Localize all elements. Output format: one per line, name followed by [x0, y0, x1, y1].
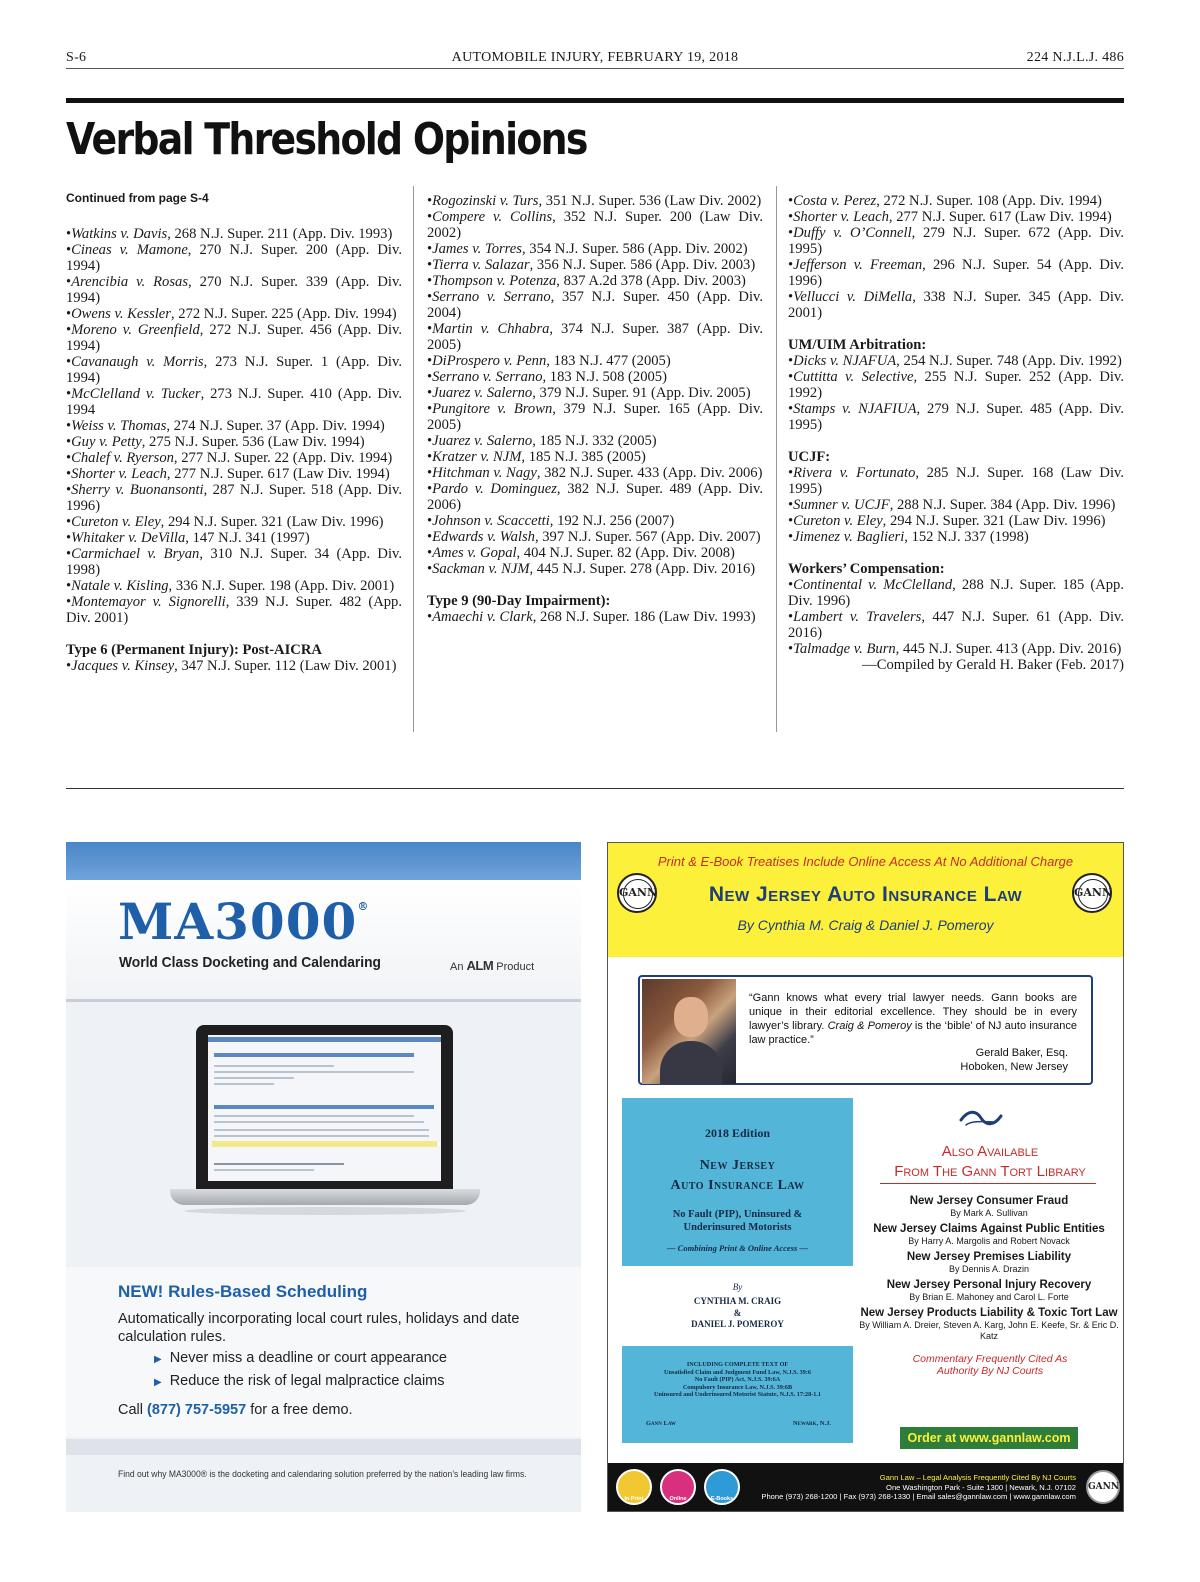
library-book-title: New Jersey Products Liability & Toxic Tort Law: [860, 1307, 1118, 1319]
case-reporter-cite: , 273 N.J. Super. 410 (App. Div. 1994: [66, 386, 402, 418]
case-citation: •Watkins v. Davis, 268 N.J. Super. 211 (App. Div. 1993): [66, 226, 393, 242]
case-citation: •Edwards v. Walsh, 397 N.J. Super. 567 (App. Div. 2007): [427, 529, 761, 545]
case-name: DiProspero v. Penn: [432, 353, 547, 369]
ma-tagline: World Class Docketing and Calendaring: [119, 954, 381, 971]
case-reporter-cite: , 152 N.J. 337 (1998): [904, 529, 1029, 545]
case-citation: •Rivera v. Fortunato, 285 N.J. Super. 168 (Law Div. 1995): [788, 465, 1124, 497]
case-name: Moreno v. Greenfield: [71, 322, 200, 338]
book-cover-title: New Jersey Auto Insurance Law: [670, 1158, 805, 1193]
case-name: Martin v. Chhabra: [432, 321, 550, 337]
ma-bullet: ▶ Reduce the risk of legal malpractice claims: [154, 1373, 445, 1389]
case-name: Cineas v. Mamone: [71, 242, 188, 258]
case-citation: •Sackman v. NJM, 445 N.J. Super. 278 (App. Div. 2016): [427, 561, 756, 577]
case-reporter-cite: , 277 N.J. Super. 617 (Law Div. 1994): [888, 209, 1112, 225]
case-reporter-cite: , 837 A.2d 378 (App. Div. 2003): [556, 273, 746, 289]
laptop-illustration: [196, 1025, 453, 1189]
ma-phone-link[interactable]: (877) 757-5957: [147, 1402, 247, 1418]
case-citation: •Amaechi v. Clark, 268 N.J. Super. 186 (Law Div. 1993): [427, 609, 756, 625]
case-name: Cureton v. Eley: [793, 513, 883, 529]
testimonial-signature: Gerald Baker, Esq. Hoboken, New Jersey: [960, 1047, 1068, 1073]
section-heading: UCJF:: [788, 449, 831, 465]
library-book-author: By Brian E. Mahoney and Carol L. Forte: [909, 1292, 1069, 1302]
continued-note: Continued from page S-4: [66, 191, 209, 205]
case-reporter-cite: , 277 N.J. Super. 617 (Law Div. 1994): [166, 466, 390, 482]
case-reporter-cite: , 351 N.J. Super. 536 (Law Div. 2002): [538, 193, 762, 209]
book-cover-authors: CYNTHIA M. CRAIG & DANIEL J. POMEROY: [691, 1296, 784, 1329]
case-name: Hitchman v. Nagy: [432, 465, 537, 481]
case-reporter-cite: , 287 N.J. Super. 518 (App. Div. 1996): [66, 482, 403, 514]
case-citation: •Cuttitta v. Selective, 255 N.J. Super. 252 (App. Div. 1992): [788, 369, 1124, 401]
case-reporter-cite: , 336 N.J. Super. 198 (App. Div. 2001): [168, 578, 395, 594]
gann-contact-info: Gann Law – Legal Analysis Frequently Cited By NJ Courts One Washington Park - Suite 1300 | Newark, N.J. 07102 Phone (973) 268-1200 | Fax (973) 268-1330 | Email sales@gannlaw.com | www.gannlaw.com: [761, 1473, 1076, 1501]
column-2: [427, 193, 763, 625]
swash-ornament-icon: [958, 1108, 1004, 1130]
gann-book-authors: By Cynthia M. Craig & Daniel J. Pomeroy: [737, 917, 994, 933]
case-reporter-cite: , 270 N.J. Super. 339 (App. Div. 1994): [66, 274, 402, 306]
library-book-author: By William A. Dreier, Steven A. Karg, John E. Keefe, Sr. & Eric D. Katz: [859, 1320, 1119, 1341]
case-name: Edwards v. Walsh: [432, 529, 535, 545]
case-citation: •Montemayor v. Signorelli, 339 N.J. Super. 482 (App. Div. 2001): [66, 594, 403, 626]
case-reporter-cite: , 273 N.J. Super. 1 (App. Div. 1994): [66, 354, 402, 386]
compiled-credit: —Compiled by Gerald H. Baker (Feb. 2017): [862, 657, 1124, 673]
case-citation: •Hitchman v. Nagy, 382 N.J. Super. 433 (App. Div. 2006): [427, 465, 763, 481]
case-reporter-cite: , 277 N.J. Super. 22 (App. Div. 1994): [173, 450, 393, 466]
book-edition: 2018 Edition: [704, 1126, 770, 1140]
online-format-icon: Online: [660, 1469, 696, 1505]
case-citation: •McClelland v. Tucker, 273 N.J. Super. 410 (App. Div. 1994: [66, 386, 402, 418]
case-name: Duffy v. O’Connell: [793, 225, 912, 241]
case-list-type9: [427, 609, 763, 625]
triangle-bullet-icon: ▶: [154, 1354, 162, 1365]
running-header: [66, 48, 1124, 69]
case-reporter-cite: , 310 N.J. Super. 34 (App. Div. 1998): [66, 546, 402, 578]
case-name: Pardo v. Dominguez: [432, 481, 557, 497]
case-reporter-cite: , 294 N.J. Super. 321 (Law Div. 1996): [882, 513, 1106, 529]
laptop-shadow: [184, 1207, 466, 1215]
case-name: Costa v. Perez: [793, 193, 877, 209]
section-heading: UM/UIM Arbitration:: [788, 337, 927, 353]
case-citation: •Ames v. Gopal, 404 N.J. Super. 82 (App. Div. 2008): [427, 545, 735, 561]
case-citation: •Chalef v. Ryerson, 277 N.J. Super. 22 (App. Div. 1994): [66, 450, 393, 466]
case-citation: •Lambert v. Travelers, 447 N.J. Super. 61 (App. Div. 2016): [788, 609, 1124, 641]
case-reporter-cite: , 268 N.J. Super. 211 (App. Div. 1993): [167, 226, 393, 242]
case-citation: •Pungitore v. Brown, 379 N.J. Super. 165 (App. Div. 2005): [427, 401, 763, 433]
case-name: Kratzer v. NJM: [432, 449, 522, 465]
gann-footer-seal: GANN: [1086, 1470, 1120, 1504]
case-reporter-cite: , 288 N.J. Super. 384 (App. Div. 1996): [889, 497, 1116, 513]
case-name: Watkins v. Davis: [71, 226, 168, 242]
case-citation: •Owens v. Kessler, 272 N.J. Super. 225 (App. Div. 1994): [66, 306, 397, 322]
gann-seal-left: GANN: [617, 873, 657, 913]
case-reporter-cite: , 347 N.J. Super. 112 (Law Div. 2001): [174, 658, 397, 674]
case-citation: •Cavanaugh v. Morris, 273 N.J. Super. 1 (App. Div. 1994): [66, 354, 402, 386]
journal-citation: 224 N.J.L.J. 486: [1026, 50, 1124, 65]
case-citation: •Sumner v. UCJF, 288 N.J. Super. 384 (App. Div. 1996): [788, 497, 1116, 513]
case-citation: •Costa v. Perez, 272 N.J. Super. 108 (App. Div. 1994): [788, 193, 1102, 209]
case-reporter-cite: , 275 N.J. Super. 536 (Law Div. 1994): [141, 434, 365, 450]
case-citation: •Tierra v. Salazar, 356 N.J. Super. 586 (App. Div. 2003): [427, 257, 756, 273]
case-citation: •Arencibia v. Rosas, 270 N.J. Super. 339 (App. Div. 1994): [66, 274, 402, 306]
book-cover-subtitle: No Fault (PIP), Uninsured & Underinsured Motorists: [672, 1209, 803, 1233]
gann-book-title: New Jersey Auto Insurance Law: [708, 883, 1023, 906]
ebooks-format-icon: E-Books: [704, 1469, 740, 1505]
library-title-item: [856, 1306, 1122, 1342]
in-print-format-icon: In Print: [616, 1469, 652, 1505]
case-reporter-cite: , 447 N.J. Super. 61 (App. Div. 2016): [788, 609, 1124, 641]
case-name: Rivera v. Fortunato: [793, 465, 916, 481]
case-name: Vellucci v. DiMella: [793, 289, 913, 305]
book-cover: [622, 1098, 853, 1443]
case-name: Carmichael v. Bryan: [71, 546, 200, 562]
ma3000-advertisement[interactable]: [66, 842, 581, 1512]
case-citation: •Dicks v. NJAFUA, 254 N.J. Super. 748 (App. Div. 1992): [788, 353, 1122, 369]
case-citation: •Jefferson v. Freeman, 296 N.J. Super. 54 (App. Div. 1996): [788, 257, 1124, 289]
book-cover-contents: INCLUDING COMPLETE TEXT OF Unsatisfied Claim and Judgment Fund Law, N.J.S. 39:6 No Fault (PIP) Act, N.J.S. 39:6A Compulsory Insurance Law, N.J.S. 39:6B Uninsured and Underinsured Motorist Statute, N.J.S. 17:28-1.1: [653, 1361, 822, 1399]
testimonial-photo: [642, 979, 736, 1084]
section-title: AUTOMOBILE INJURY, FEBRUARY 19, 2018: [451, 50, 739, 65]
case-citation: •Johnson v. Scaccetti, 192 N.J. 256 (2007): [427, 513, 675, 529]
case-reporter-cite: , 288 N.J. Super. 185 (App. Div. 1996): [788, 577, 1124, 609]
case-name: Weiss v. Thomas: [71, 418, 167, 434]
case-name: Owens v. Kessler: [71, 306, 171, 322]
case-citation: •Continental v. McClelland, 288 N.J. Super. 185 (App. Div. 1996): [788, 577, 1124, 609]
library-title-item: [856, 1278, 1122, 1303]
case-citation: •Jimenez v. Baglieri, 152 N.J. 337 (1998): [788, 529, 1029, 545]
laptop-base: [170, 1189, 480, 1205]
case-name: Natale v. Kisling: [71, 578, 169, 594]
ma-top-bar: [66, 842, 581, 880]
case-reporter-cite: , 397 N.J. Super. 567 (App. Div. 2007): [534, 529, 761, 545]
case-name: Whitaker v. DeVilla: [71, 530, 186, 546]
case-reporter-cite: , 185 N.J. 332 (2005): [532, 433, 657, 449]
case-name: Shorter v. Leach: [71, 466, 167, 482]
section-list-col3: [788, 337, 1124, 657]
case-name: Jimenez v. Baglieri: [793, 529, 905, 545]
library-book-author: By Harry A. Margolis and Robert Novack: [908, 1236, 1070, 1246]
section-heading-type9: Type 9 (90-Day Impairment):: [427, 593, 611, 609]
case-reporter-cite: , 285 N.J. Super. 168 (Law Div. 1995): [788, 465, 1124, 497]
ma-footer-text: Find out why MA3000® is the docketing and calendaring solution preferred by the nation’s leading law firms.: [118, 1469, 527, 1480]
case-name: Thompson v. Potenza: [432, 273, 557, 289]
cited-by-courts-note: Commentary Frequently Cited As Authority By NJ Courts: [912, 1353, 1068, 1377]
case-citation: •Shorter v. Leach, 277 N.J. Super. 617 (Law Div. 1994): [788, 209, 1112, 225]
case-name: Talmadge v. Burn: [793, 641, 896, 657]
ad-separator-rule: [66, 788, 1124, 789]
case-name: Juarez v. Salerno: [432, 385, 533, 401]
library-book-title: New Jersey Premises Liability: [906, 1251, 1072, 1263]
case-name: Continental v. McClelland: [793, 577, 953, 593]
case-citation: •Cineas v. Mamone, 270 N.J. Super. 200 (App. Div. 1994): [66, 242, 402, 274]
alm-product-mark: An ALM Product: [450, 958, 535, 973]
order-link-button[interactable]: Order at www.gannlaw.com: [900, 1427, 1078, 1449]
case-citation: •DiProspero v. Penn, 183 N.J. 477 (2005): [427, 353, 671, 369]
column-rule-1: [413, 186, 414, 732]
case-reporter-cite: , 185 N.J. 385 (2005): [521, 449, 646, 465]
case-reporter-cite: , 352 N.J. Super. 200 (Law Div. 2002): [427, 209, 763, 241]
case-reporter-cite: , 445 N.J. Super. 278 (App. Div. 2016): [529, 561, 756, 577]
library-book-title: New Jersey Claims Against Public Entities: [873, 1223, 1105, 1235]
gann-seal-right: GANN: [1072, 873, 1112, 913]
case-citation: •Serrano v. Serrano, 357 N.J. Super. 450 (App. Div. 2004): [427, 289, 763, 321]
case-reporter-cite: , 272 N.J. Super. 108 (App. Div. 1994): [876, 193, 1102, 209]
case-reporter-cite: , 404 N.J. Super. 82 (App. Div. 2008): [516, 545, 735, 561]
case-citation: •Talmadge v. Burn, 445 N.J. Super. 413 (App. Div. 2016): [788, 641, 1122, 657]
case-citation: •Weiss v. Thomas, 274 N.J. Super. 37 (App. Div. 1994): [66, 418, 385, 434]
case-citation: •Rogozinski v. Turs, 351 N.J. Super. 536 (Law Div. 2002): [427, 193, 762, 209]
case-name: Jacques v. Kinsey: [71, 658, 175, 674]
book-cover-publisher: Gann Law: [646, 1420, 676, 1427]
case-name: Cuttitta v. Selective: [793, 369, 914, 385]
case-name: Sackman v. NJM: [432, 561, 530, 577]
case-citation: •Sherry v. Buonansonti, 287 N.J. Super. 518 (App. Div. 1996): [66, 482, 403, 514]
gann-promo-line: Print & E-Book Treatises Include Online Access At No Additional Charge: [657, 854, 1074, 869]
case-list-col3: [788, 193, 1124, 321]
case-name: Stamps v. NJAFIUA: [793, 401, 917, 417]
case-reporter-cite: , 338 N.J. Super. 345 (App. Div. 2001): [788, 289, 1124, 321]
case-name: Juarez v. Salerno: [432, 433, 533, 449]
case-name: Montemayor v. Signorelli: [71, 594, 226, 610]
case-name: Guy v. Petty: [71, 434, 142, 450]
docketing-screen-mockup: [208, 1035, 441, 1181]
case-citation: •Vellucci v. DiMella, 338 N.J. Super. 345 (App. Div. 2001): [788, 289, 1124, 321]
case-citation: •Compere v. Collins, 352 N.J. Super. 200 (Law Div. 2002): [427, 209, 763, 241]
case-reporter-cite: , 294 N.J. Super. 321 (Law Div. 1996): [160, 514, 384, 530]
case-name: Serrano v. Serrano: [432, 369, 543, 385]
case-citation: •Whitaker v. DeVilla, 147 N.J. 341 (1997): [66, 530, 310, 546]
case-reporter-cite: , 382 N.J. Super. 489 (App. Div. 2006): [427, 481, 763, 513]
gann-law-advertisement[interactable]: [607, 842, 1124, 1512]
library-book-author: By Mark A. Sullivan: [950, 1208, 1028, 1218]
library-book-author: By Dennis A. Drazin: [948, 1264, 1030, 1274]
case-citation: •Pardo v. Dominguez, 382 N.J. Super. 489 (App. Div. 2006): [427, 481, 763, 513]
case-name: Jefferson v. Freeman: [793, 257, 923, 273]
case-reporter-cite: , 272 N.J. Super. 225 (App. Div. 1994): [170, 306, 397, 322]
case-name: Rogozinski v. Turs: [432, 193, 539, 209]
case-name: Tierra v. Salazar: [432, 257, 530, 273]
library-book-title: New Jersey Personal Injury Recovery: [886, 1279, 1092, 1291]
case-citation: •Jacques v. Kinsey, 347 N.J. Super. 112 (Law Div. 2001): [66, 658, 397, 674]
case-name: Cavanaugh v. Morris: [71, 354, 204, 370]
case-citation: •Carmichael v. Bryan, 310 N.J. Super. 34 (App. Div. 1998): [66, 546, 402, 578]
case-citation: •Juarez v. Salerno, 379 N.J. Super. 91 (App. Div. 2005): [427, 385, 751, 401]
case-citation: •Shorter v. Leach, 277 N.J. Super. 617 (Law Div. 1994): [66, 466, 390, 482]
also-available-underline: [880, 1183, 1096, 1184]
case-reporter-cite: , 147 N.J. 341 (1997): [185, 530, 310, 546]
article-title: Verbal Threshold Opinions: [66, 114, 587, 165]
case-reporter-cite: , 445 N.J. Super. 413 (App. Div. 2016): [895, 641, 1122, 657]
case-name: Shorter v. Leach: [793, 209, 889, 225]
case-reporter-cite: , 254 N.J. Super. 748 (App. Div. 1992): [896, 353, 1122, 369]
case-name: Pungitore v. Brown: [432, 401, 553, 417]
case-reporter-cite: , 379 N.J. Super. 165 (App. Div. 2005): [427, 401, 763, 433]
case-reporter-cite: , 339 N.J. Super. 482 (App. Div. 2001): [66, 594, 403, 626]
section-heading: Workers’ Compensation:: [788, 561, 945, 577]
case-name: James v. Torres: [432, 241, 522, 257]
case-reporter-cite: , 192 N.J. 256 (2007): [549, 513, 675, 529]
title-rule: [66, 98, 1124, 103]
case-list-col1: [66, 226, 402, 626]
column-1: [66, 190, 402, 674]
testimonial-quote: “Gann knows what every trial lawyer needs. Gann books are unique in their editorial excellence. They should be in every lawyer’s library. Craig & Pomeroy is the ‘bible’ of NJ auto insurance law practice.”: [749, 992, 1077, 1046]
case-citation: •Guy v. Petty, 275 N.J. Super. 536 (Law Div. 1994): [66, 434, 365, 450]
case-list-type6: [66, 658, 402, 674]
case-citation: •Thompson v. Potenza, 837 A.2d 378 (App. Div. 2003): [427, 273, 746, 289]
case-reporter-cite: , 270 N.J. Super. 200 (App. Div. 1994): [66, 242, 402, 274]
case-reporter-cite: , 374 N.J. Super. 387 (App. Div. 2005): [427, 321, 763, 353]
column-rule-2: [776, 186, 777, 732]
case-citation: •Martin v. Chhabra, 374 N.J. Super. 387 (App. Div. 2005): [427, 321, 763, 353]
case-reporter-cite: , 255 N.J. Super. 252 (App. Div. 1992): [788, 369, 1124, 401]
ma-call-to-action: Call (877) 757-5957 for a free demo.: [118, 1402, 353, 1418]
case-name: Lambert v. Travelers: [793, 609, 922, 625]
case-citation: •Stamps v. NJAFIUA, 279 N.J. Super. 485 (App. Div. 1995): [788, 401, 1124, 433]
book-cover-combo: — Combining Print & Online Access —: [667, 1243, 808, 1253]
case-name: McClelland v. Tucker: [71, 386, 201, 402]
case-reporter-cite: , 296 N.J. Super. 54 (App. Div. 1996): [788, 257, 1124, 289]
case-name: Compere v. Collins: [432, 209, 553, 225]
case-reporter-cite: , 279 N.J. Super. 672 (App. Div. 1995): [788, 225, 1124, 257]
case-list-col2: [427, 193, 763, 577]
section-heading-type6: Type 6 (Permanent Injury): Post-AICRA: [66, 642, 322, 658]
case-name: Sherry v. Buonansonti: [71, 482, 204, 498]
ma-new-heading: NEW! Rules-Based Scheduling: [118, 1282, 368, 1301]
case-name: Arencibia v. Rosas: [71, 274, 188, 290]
case-reporter-cite: , 357 N.J. Super. 450 (App. Div. 2004): [427, 289, 763, 321]
tort-library-list: [856, 1194, 1122, 1345]
case-reporter-cite: , 183 N.J. 477 (2005): [546, 353, 671, 369]
case-reporter-cite: , 274 N.J. Super. 37 (App. Div. 1994): [166, 418, 385, 434]
case-reporter-cite: , 356 N.J. Super. 586 (App. Div. 2003): [529, 257, 756, 273]
case-citation: •Cureton v. Eley, 294 N.J. Super. 321 (Law Div. 1996): [66, 514, 384, 530]
case-citation: •Serrano v. Serrano, 183 N.J. 508 (2005): [427, 369, 667, 385]
library-title-item: [856, 1222, 1122, 1247]
case-reporter-cite: , 379 N.J. Super. 91 (App. Div. 2005): [532, 385, 751, 401]
case-citation: •Moreno v. Greenfield, 272 N.J. Super. 456 (App. Div. 1994): [66, 322, 402, 354]
case-name: Dicks v. NJAFUA: [793, 353, 897, 369]
case-citation: •Duffy v. O’Connell, 279 N.J. Super. 672 (App. Div. 1995): [788, 225, 1124, 257]
case-citation: •Natale v. Kisling, 336 N.J. Super. 198 (App. Div. 2001): [66, 578, 395, 594]
case-name: Johnson v. Scaccetti: [432, 513, 550, 529]
case-name: Cureton v. Eley: [71, 514, 161, 530]
case-reporter-cite: , 279 N.J. Super. 485 (App. Div. 1995): [788, 401, 1124, 433]
case-reporter-cite: , 272 N.J. Super. 456 (App. Div. 1994): [66, 322, 402, 354]
page-number: S-6: [66, 50, 87, 65]
case-reporter-cite: , 354 N.J. Super. 586 (App. Div. 2002): [521, 241, 748, 257]
case-reporter-cite: , 183 N.J. 508 (2005): [542, 369, 667, 385]
case-citation: •Juarez v. Salerno, 185 N.J. 332 (2005): [427, 433, 657, 449]
ma3000-logo: MA3000®: [118, 892, 370, 951]
also-available-heading: Also Available From The Gann Tort Library: [894, 1143, 1086, 1180]
ma-description: Automatically incorporating local court rules, holidays and date calculation rules.: [118, 1311, 520, 1345]
case-reporter-cite: , 382 N.J. Super. 433 (App. Div. 2006): [536, 465, 763, 481]
case-name: Sumner v. UCJF: [793, 497, 890, 513]
case-name: Amaechi v. Clark: [432, 609, 533, 625]
library-book-title: New Jersey Consumer Fraud: [909, 1195, 1069, 1207]
ma-band-divider: [66, 999, 581, 1002]
ma-footer-band: [66, 1439, 581, 1455]
column-3: [788, 193, 1124, 673]
case-reporter-cite: , 268 N.J. Super. 186 (Law Div. 1993): [532, 609, 756, 625]
book-cover-city: Newark, N.J.: [792, 1420, 831, 1427]
book-cover-by: By: [732, 1282, 743, 1292]
case-citation: •Cureton v. Eley, 294 N.J. Super. 321 (Law Div. 1996): [788, 513, 1106, 529]
triangle-bullet-icon: ▶: [154, 1377, 162, 1388]
case-name: Chalef v. Ryerson: [71, 450, 174, 466]
library-title-item: [856, 1250, 1122, 1275]
case-name: Serrano v. Serrano: [432, 289, 551, 305]
case-citation: •Kratzer v. NJM, 185 N.J. 385 (2005): [427, 449, 646, 465]
ma-bullet: ▶ Never miss a deadline or court appearance: [154, 1350, 447, 1366]
case-name: Ames v. Gopal: [432, 545, 517, 561]
library-title-item: [856, 1194, 1122, 1219]
case-citation: •James v. Torres, 354 N.J. Super. 586 (App. Div. 2002): [427, 241, 748, 257]
